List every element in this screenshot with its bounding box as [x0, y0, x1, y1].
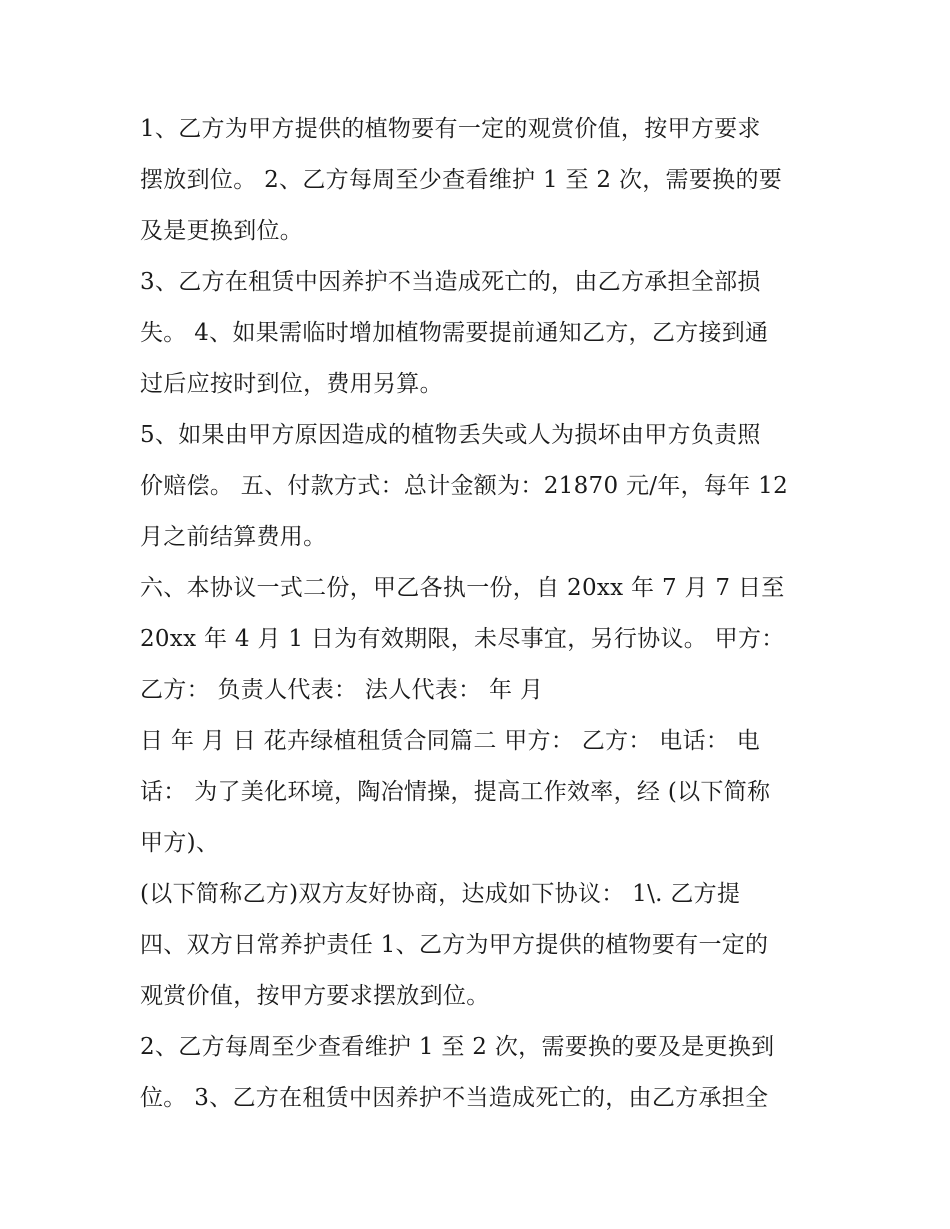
text-line: 1、乙方为甲方提供的植物要有一定的观赏价值，按甲方要求 — [140, 116, 761, 142]
text-line: 过后应按时到位，费用另算。 — [140, 371, 443, 397]
text-line: 位。 3、乙方在租赁中因养护不当造成死亡的，由乙方承担全 — [140, 1085, 769, 1111]
text-line: 四、双方日常养护责任 1、乙方为甲方提供的植物要有一定的 — [140, 932, 769, 958]
text-line: 六、本协议一式二份，甲乙各执一份，自 20xx 年 7 月 7 日至 — [140, 575, 785, 601]
text-line: 失。 4、如果需临时增加植物需要提前通知乙方，乙方接到通 — [140, 320, 769, 346]
text-line: 话： 为了美化环境，陶冶情操，提高工作效率，经 (以下简称 — [140, 779, 771, 805]
text-line: 20xx 年 4 月 1 日为有效期限，未尽事宜，另行协议。 甲方： — [140, 626, 785, 652]
text-line: 摆放到位。 2、乙方每周至少查看维护 1 至 2 次，需要换的要 — [140, 167, 783, 193]
text-line: 观赏价值，按甲方要求摆放到位。 — [140, 983, 490, 1009]
text-line: 价赔偿。 五、付款方式：总计金额为：21870 元/年，每年 12 — [140, 473, 789, 499]
contract-text — [140, 104, 820, 1124]
text-line: 月之前结算费用。 — [140, 524, 327, 550]
text-line: (以下简称乙方)双方友好协商，达成如下协议： 1\. 乙方提 — [140, 881, 741, 907]
text-line: 乙方： 负责人代表： 法人代表： 年 月 — [140, 677, 544, 703]
text-line: 及是更换到位。 — [140, 218, 304, 244]
text-line: 5、如果由甲方原因造成的植物丢失或人为损坏由甲方负责照 — [140, 422, 761, 448]
text-line: 甲方)、 — [140, 830, 220, 856]
text-line: 3、乙方在租赁中因养护不当造成死亡的，由乙方承担全部损 — [140, 269, 761, 295]
text-line: 日 年 月 日 花卉绿植租赁合同篇二 甲方： 乙方： 电话： 电 — [140, 728, 761, 754]
text-line: 2、乙方每周至少查看维护 1 至 2 次，需要换的要及是更换到 — [140, 1034, 775, 1060]
